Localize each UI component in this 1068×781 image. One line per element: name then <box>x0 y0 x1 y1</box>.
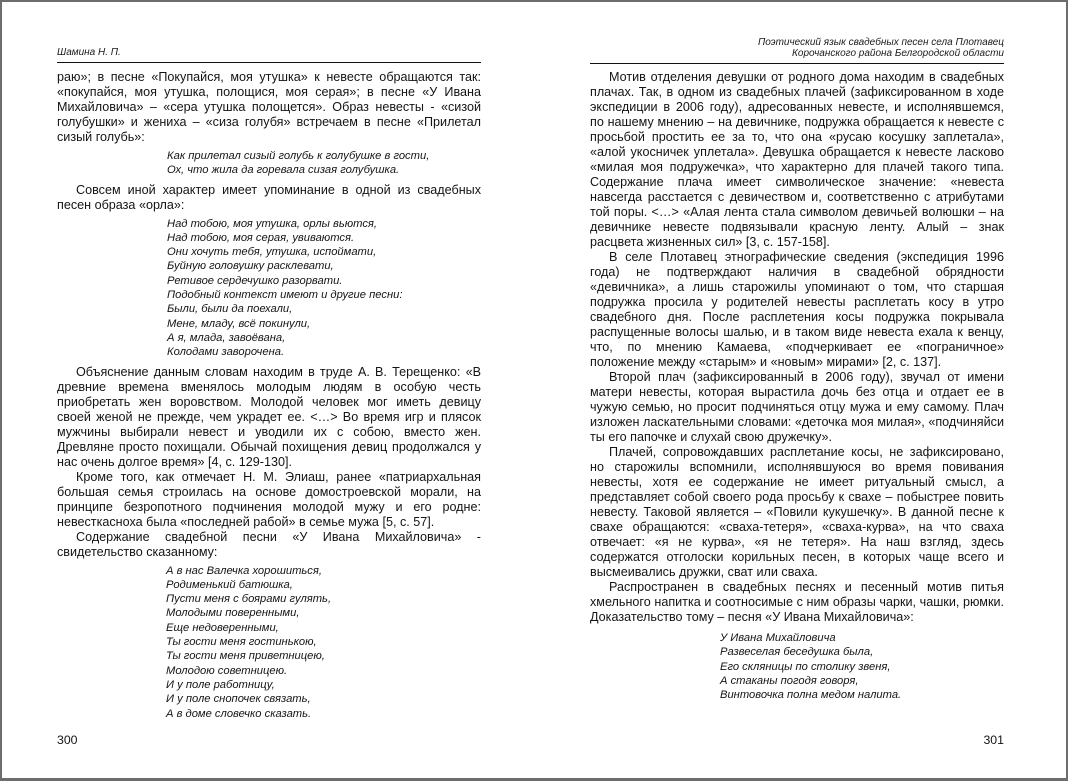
verse-line: Были, были да поехали, <box>167 303 293 316</box>
verse-line: Пусти меня с боярами гулять, <box>166 593 332 606</box>
paragraph: Кроме того, как отмечает Н. М. Элиаш, ранее «патриархальная большая семья строилась на основе домостроевской морали, на принципе безропотного подчинения молодой мужу и его родне: невесткасноха была «последней рабой» в семье мужа [5, с. 57]. <box>57 469 481 529</box>
paragraph: Совсем иной характер имеет упоминание в одной из свадебных песен образа «орла»: <box>57 182 481 212</box>
verse-line: У Ивана Михайловича <box>720 632 836 644</box>
page-body <box>590 70 1004 707</box>
paragraph: Распространен в свадебных песнях и песенный мотив питья хмельного напитка и соотносимые с ним образы чарки, чашки, рюмки. Доказательство тому – песня «У Ивана Михайловича»: <box>590 580 1004 624</box>
page-number: 301 <box>983 733 1004 747</box>
verse-line: Колодами заворочена. <box>167 346 285 359</box>
verse-line: И у поле работницу, <box>166 678 275 691</box>
paragraph: Плачей, сопровождавших расплетание косы, не зафиксировано, но старожилы вспомнили, исполнявшуюся во время повивания невесты, хотя ее содержание не имеет ритуальный смысл, а представляет собой своего рода просьбу к свахе – побыстрее повить невесту. Таковой является – «Повили кукушечку». В данной песне к свахе обращаются: «сваха-тетеря», «сваха-курва», на что сваха отвечает: «я не курва», «я не тетеря». На наш взгляд, здесь содержатся отголоски корильных песен, в которых чаще всего и высмеивались дружки, сват или сваха. <box>590 445 1004 579</box>
verse-block <box>590 631 1004 702</box>
header-rule <box>57 62 481 63</box>
page-number: 300 <box>57 733 78 747</box>
verse-line: Молодыми поверенными, <box>166 607 300 620</box>
verse-line: Родименький батюшка, <box>166 578 293 591</box>
header-rule <box>590 63 1004 64</box>
running-head-author: Шамина Н. П. <box>57 47 121 58</box>
verse-line: Над тобою, моя серая, увиваются. <box>167 231 355 244</box>
verse-line: Его скляницы по столику звеня, <box>720 660 891 673</box>
verse-line: Подобный контекст имеют и другие песни: <box>167 289 403 302</box>
verse-line: Развеселая беседушка была, <box>720 646 874 659</box>
verse-block <box>57 217 481 360</box>
verse-line: Еще недоверенными, <box>166 621 279 634</box>
paragraph: В селе Плотавец этнографические сведения (экспедиция 1996 года) не подтверждают наличия в свадебной обрядности «девичника», а лишь старожилы упоминают о том, что старшая подружка просила у родителей невесты расплетать косу в утро свадебного дня. После расплетения косы подружка покрывала распущенные волосы шалью, и в таком виде невеста ехала к венцу, что, по мнению Камаева, «подчеркивает ее «пограничное» положение между «старым» и «новым» мирами» [2, с. 137]. <box>590 250 1004 369</box>
running-head-title <box>590 37 1004 59</box>
verse-line: Ретивое сердечушко разорвати. <box>167 274 343 287</box>
verse-line: А в нас Валечка хорошиться, <box>166 564 322 577</box>
verse-line: А стаканы погодя говоря, <box>720 674 859 687</box>
verse-line: Мене, младу, всё покинули, <box>167 317 311 330</box>
verse-line: И у поле снопочек связать, <box>166 693 311 706</box>
paragraph: Мотив отделения девушки от родного дома находим в свадебных плачах. Так, в одном из свадебных плачей (зафиксированном в ходе экспедиции в 2006 году), адресованных невесте, и исполнявшемся, по нашему мнению – на девичнике, подружка обращается к невесте с просьбой простить ее за то, что она «русаю косушку заплетала», «алой укосничек уплетала». Девушка обращается к невесте ласково «милая моя подружечка», что характерно для плачей такого типа. Содержание плача имеет символическое значение: «невеста навсегда расстается с девичеством и, соответственно с атрибутами той поры. <…> «Алая лента стала символом девичьей волюшки – на девичнике невесте подвязывали красную ленту. Алый – знак расцвета жизненных сил» [3, с. 157-158]. <box>590 70 1004 249</box>
verse-line: Над тобою, моя утушка, орлы вьются, <box>167 217 378 230</box>
verse-line: Ты гости меня приветницею, <box>166 650 325 663</box>
verse-line: Они хочуть тебя, утушка, испоймати, <box>167 246 377 259</box>
verse-line: Молодою советницею. <box>166 664 288 677</box>
verse-line: Винтовочка полна медом налита. <box>720 689 902 702</box>
verse-line: А я, млада, завоёвана, <box>167 331 286 344</box>
verse-line: Ты гости меня гостинькою, <box>166 636 317 649</box>
running-head-line: Поэтический язык свадебных песен села Плотавец <box>757 37 1004 48</box>
paragraph: раю»; в песне «Покупайся, моя утушка» к невесте обращаются так: «покупайся, моя утушка, полощися, моя серая»; в песне «У Ивана Михайловича» – «сера утушка полощется». Образ невесты - «сизой голубушки» и жениха – «сиза голубя» встречаем в песне «Прилетал сизый голубь»: <box>57 70 481 144</box>
paragraph: Содержание свадебной песни «У Ивана Михайловича» - свидетельство сказанному: <box>57 529 481 559</box>
verse-block <box>57 149 481 178</box>
verse-line: А в доме словечко сказать. <box>166 707 312 720</box>
verse-line: Буйную головушку расклевати, <box>167 260 334 273</box>
page-body <box>57 70 481 726</box>
verse-line: Ох, что жила да горевала сизая голубушка. <box>167 164 400 177</box>
verse-line: Как прилетал сизый голубь к голубушке в гости, <box>167 150 430 162</box>
running-head-line: Корочанского района Белгородской области <box>792 48 1004 59</box>
verse-block <box>57 564 481 721</box>
paragraph: Объяснение данным словам находим в труде А. В. Терещенко: «В древние времена вменялось молодым людям в особую честь приобретать жен воровством. Молодой человек мог иметь девицу своей женой не прежде, чем украдет ее. <…> Во время игр и плясок мужчины выбирали невест и уводили их с собою, вместо жен. Древляне просто похищали. Обычай похищения девиц продолжался у нас очень долгое время» [4, с. 129-130]. <box>57 364 481 469</box>
paragraph: Второй плач (зафиксированный в 2006 году), звучал от имени матери невесты, которая вырастила дочь без отца и отдает ее в чужую семью, но просит подчиняться отцу мужа и ему самому. Плач изложен ласкательными словами: «деточка моя милая», «подчиняйси ты его папочке и слухай свою дружечку». <box>590 370 1004 444</box>
